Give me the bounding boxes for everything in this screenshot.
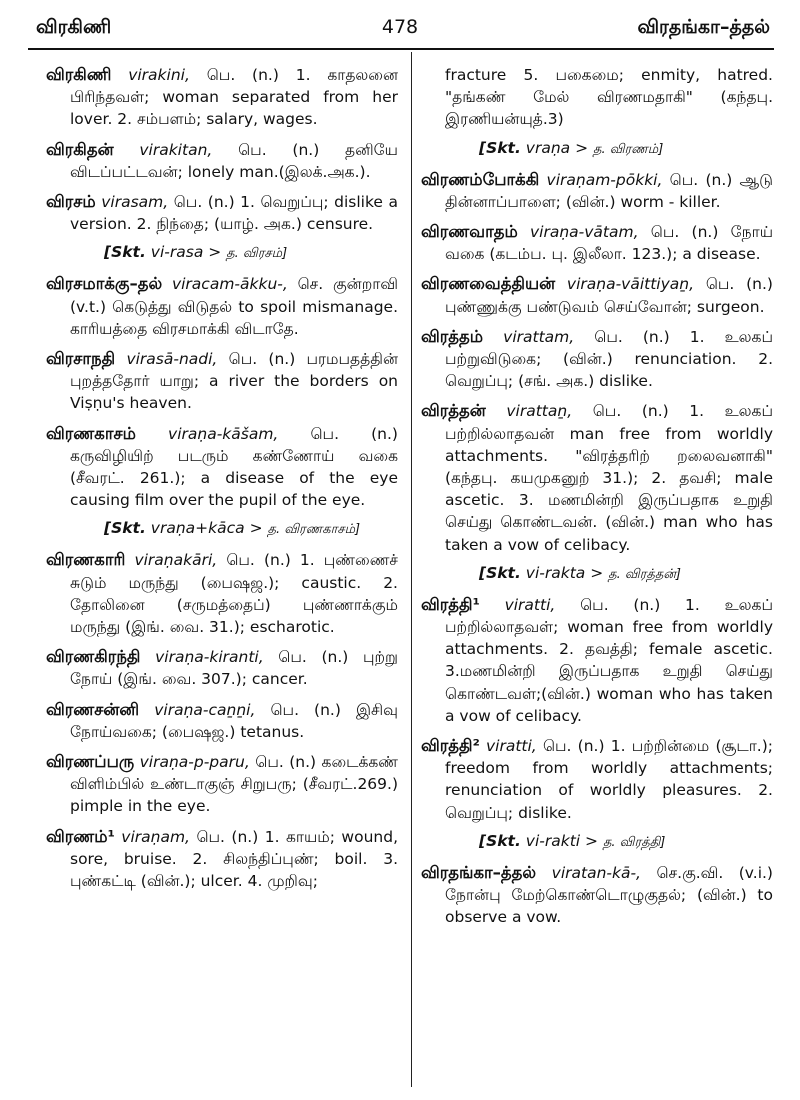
etymology-label: [Skt. (104, 243, 146, 262)
definition: பெ. (n.) கடைக்கண் விளிம்பில் உண்டாகுஞ் சிறுபரு; (சீவரட்.269.) pimple in the eye. (70, 753, 398, 816)
transliteration: viraṇam, (121, 827, 190, 846)
dictionary-entry (421, 326, 773, 393)
etymology-label: [Skt. (479, 831, 521, 850)
dictionary-entry (421, 862, 773, 929)
etymology-source: vi-rakti > (525, 831, 599, 850)
transliteration: viraṇa-kāšam, (168, 424, 279, 443)
definition: பெ. (n.) இசிவு நோய்வகை; (பைஷஜ.) tetanus. (70, 700, 398, 741)
etymology-note (46, 517, 398, 541)
etymology-tamil: த. விரத்தி] (602, 834, 666, 850)
dictionary-entry (421, 400, 773, 555)
etymology-label: [Skt. (479, 138, 521, 157)
dictionary-entry (46, 64, 398, 131)
etymology-source: vi-rakta > (525, 563, 604, 582)
page-number: 478 (381, 16, 419, 38)
headword: விரணகிரந்தி (46, 647, 141, 667)
dictionary-entry (46, 646, 398, 690)
page-header (0, 0, 800, 50)
headword: விரசமாக்கு–தல் (46, 274, 163, 294)
dictionary-entry (46, 826, 398, 893)
definition: பெ. (n.) 1. காதலனை பிரிந்தவள்; woman separated from her lover. 2. சம்பளம்; salary, wages. (70, 66, 398, 129)
dictionary-entry (46, 139, 398, 183)
headword: விரத்தன் (421, 401, 486, 421)
transliteration: viracam-ākku-, (171, 275, 288, 294)
definition: செ.கு.வி. (v.i.) நோன்பு மேற்கொண்டொழுகுதல்; (வின்.) to observe a vow. (445, 863, 773, 927)
dictionary-entry (46, 751, 398, 818)
etymology-tamil: த. விரணம்] (593, 141, 664, 157)
definition: பெ. (n.) நோய் வகை (கடம்ப. பு. இலீலா. 123.); a disease. (445, 223, 773, 264)
headword: விரத்தி¹ (421, 594, 480, 614)
etymology-tamil: த. விரத்தன்] (608, 566, 682, 582)
transliteration: virattam, (503, 327, 575, 346)
headword: விரகிணி (46, 65, 112, 84)
etymology-note (421, 137, 773, 161)
etymology-note (421, 562, 773, 586)
dictionary-entry (421, 735, 773, 824)
headword: விரணசன்னி (46, 699, 140, 719)
left-column (46, 64, 398, 900)
definition: பெ. (n.) ஆடு தின்னாப்பாளை; (வின்.) worm - killer. (445, 170, 773, 211)
dictionary-entry (421, 594, 773, 727)
headword: விரசாநதி (46, 349, 116, 369)
definition: பெ. (n.) 1. பற்றின்மை (சூடா.); freedom from worldly attachments; renunciation of worldly pleasures. 2. வெறுப்பு; dislike. (445, 737, 773, 822)
transliteration: viraṇa-p-paru, (139, 753, 250, 772)
definition: பெ. (n.) 1. உலகப் பற்றில்லாதவள்; woman free from worldly attachments. 2. தவத்தி; female ascetic. 3.மணமின்றி இருப்பதாக உறுதி செய்து கொண்டவள்;(வின்.) woman who has taken a vow of celibacy. (445, 595, 773, 725)
transliteration: virasā-nadi, (126, 350, 218, 369)
headword: விரதங்கா–த்தல் (421, 862, 537, 882)
header-rule (28, 48, 774, 50)
transliteration: viraṇam-pōkki, (546, 170, 663, 189)
header-last-word: விரதங்கா–த்தல் (637, 16, 770, 38)
dictionary-entry (46, 699, 398, 743)
transliteration: viraṇa-caṉṉi, (154, 700, 256, 719)
dictionary-entry (46, 273, 398, 340)
headword: விரத்தம் (421, 326, 484, 346)
etymology-tamil: த. விரணகாசம்] (267, 522, 361, 538)
etymology-label: [Skt. (479, 563, 521, 582)
etymology-source: vi-rasa > (150, 243, 222, 262)
dictionary-entry (421, 169, 773, 213)
headword: விரகிதன் (46, 139, 114, 159)
etymology-note (421, 830, 773, 854)
headword: விரணப்பரு (46, 752, 135, 772)
definition: பெ. (n.) 1. உலகப் பற்றுவிடுகை; (வின்.) renunciation. 2. வெறுப்பு; (சங். அக.) dislike. (445, 327, 773, 391)
transliteration: viraṇakāri, (134, 551, 218, 570)
transliteration: virakitan, (139, 140, 213, 159)
transliteration: viraṇa-kiranti, (155, 648, 264, 667)
dictionary-entry (421, 273, 773, 317)
headword: விரணகாரி (46, 550, 126, 570)
transliteration: viratti, (486, 737, 537, 756)
transliteration: viratti, (504, 595, 556, 614)
etymology-label: [Skt. (104, 519, 146, 538)
right-column (421, 64, 773, 937)
transliteration: virattaṉ, (506, 402, 573, 421)
transliteration: viratan-kā-, (551, 863, 641, 882)
etymology-tamil: த. விரசம்] (226, 246, 288, 262)
transliteration: viraṇa-vātam, (529, 223, 639, 242)
headword: விரணவைத்தியன் (421, 274, 556, 294)
definition: பெ. (n.) பரமபதத்தின் புறத்ததோர் யாறு; a river the borders on Viṣṇu's heaven. (70, 350, 398, 413)
etymology-source: vraṇa+kāca > (150, 519, 263, 538)
definition: பெ. (n.) 1. உலகப் பற்றில்லாதவன் man free from worldly attachments. "விரத்தரிற் றலைவனாகி" (கந்தபு. கயமுகனுற் 31.); 2. தவசி; male ascetic. 3. மணமின்றி இருப்பதாக உறுதி செய்து கொண்டவன். (வின்.) man who has taken a vow of celibacy. (445, 402, 773, 554)
transliteration: viraṇa-vāittiyaṉ, (566, 275, 695, 294)
header-first-word: விரகிணி (36, 16, 112, 38)
headword: விரத்தி² (421, 736, 480, 756)
headword: விரணவாதம் (421, 222, 518, 242)
definition: பெ. (n.) தனியே விடப்பட்டவன்; lonely man.(இலக்.அக.). (70, 140, 398, 181)
dictionary-entry (46, 423, 398, 512)
headword: விரணகாசம் (46, 423, 136, 443)
definition: பெ. (n.) கருவிழியிற் படரும் கண்ணோய் வகை (சீவரட். 261.); a disease of the eye causing film over the pupil of the eye. (70, 424, 398, 510)
transliteration: virasam, (101, 193, 169, 212)
etymology-note (46, 241, 398, 265)
definition: பெ. (n.) 1. புண்ணைச் சுடும் மருந்து (பைஷஜ.); caustic. 2. தோலினை (சருமத்தைப்) புண்ணாக்கும் மருந்து (இங். வை. 31.); escharotic. (70, 551, 399, 637)
headword: விரணம்¹ (46, 826, 115, 846)
etymology-source: vraṇa > (525, 138, 589, 157)
dictionary-entry (421, 221, 773, 265)
dictionary-entry (46, 549, 398, 638)
definition: பெ. (n.) புற்று நோய் (இங். வை. 307.); cancer. (70, 648, 398, 689)
definition: fracture 5. பகைமை; enmity, hatred. "தங்கண் மேல் விரணமதாகி" (கந்தபு. இரணியன்யுத்.3) (445, 66, 773, 129)
definition: செ. குன்றாவி (v.t.) கெடுத்து விடுதல் to spoil mismanage. காரியத்தை விரசமாக்கி விடாதே. (70, 275, 398, 338)
transliteration: virakini, (128, 66, 190, 84)
headword: விரசம் (46, 192, 96, 212)
definition: பெ. (n.) 1. காயம்; wound, sore, bruise. 2. சிலந்திப்புண்; boil. 3. புண்கட்டி (வின்.); ulcer. 4. முறிவு; (70, 827, 398, 891)
entry-continuation (421, 64, 773, 131)
definition: பெ. (n.) 1. வெறுப்பு; dislike a version. 2. நிந்தை; (யாழ். அக.) censure. (70, 193, 398, 234)
dictionary-entry (46, 348, 398, 415)
dictionary-entry (46, 191, 398, 235)
headword: விரணம்போக்கி (421, 169, 540, 189)
definition: பெ. (n.) புண்ணுக்கு பண்டுவம் செய்வோன்; surgeon. (445, 275, 773, 316)
column-divider (411, 52, 412, 1087)
